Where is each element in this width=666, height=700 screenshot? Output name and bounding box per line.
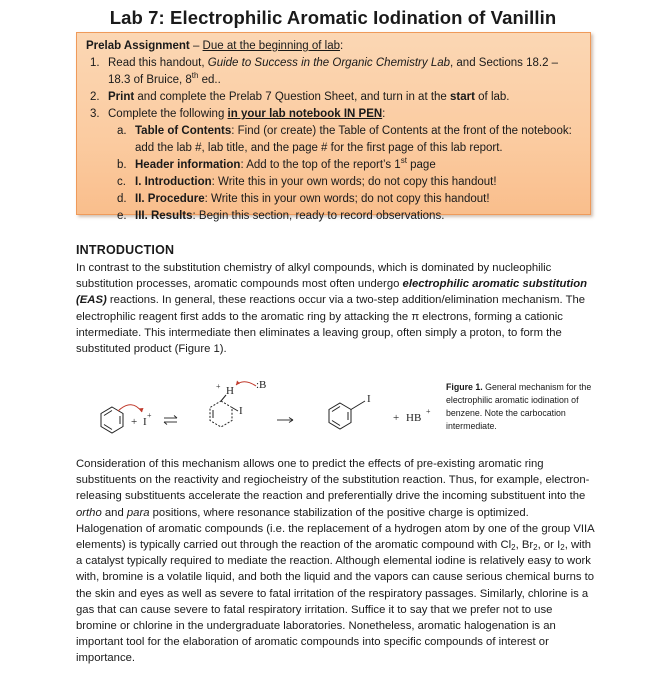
plus-sign: + [131, 416, 138, 428]
subitem-bold: III. Results [135, 210, 193, 222]
para-term: para [126, 506, 150, 519]
iodine-product: I [367, 393, 371, 405]
plus-sign: + [393, 412, 400, 424]
prelab-item-3 [86, 106, 582, 123]
subitem-text: page [406, 159, 436, 171]
subitem-letter: c. [117, 176, 126, 188]
page-title: Lab 7: Electrophilic Aromatic Iodination of Vanillin [109, 7, 557, 28]
subitem-text: : Add to the top of the report’s 1 [240, 159, 401, 171]
caption-label: Figure 1. [446, 382, 483, 392]
base-label: :B [256, 379, 267, 391]
hb-charge: + [426, 407, 431, 416]
item-number: 2. [90, 91, 100, 103]
superscript: st [400, 156, 407, 165]
hydrogen-label: H [226, 385, 234, 397]
subscript: 2 [533, 543, 538, 553]
electron-arrow [118, 405, 142, 412]
item-text: , and Sections 18.2 – 18.3 of Bruice, 8 [108, 57, 559, 86]
iodobenzene-product [329, 401, 365, 429]
item-number: 1. [90, 57, 100, 69]
superscript: th [191, 71, 199, 80]
iodine-substituent: I [239, 405, 243, 417]
subitem-bold: II. Procedure [135, 193, 205, 205]
subitem-text: : Write this in your own words; do not copy this handout! [211, 176, 497, 188]
figure-caption [446, 381, 596, 433]
item-bold-underline: in your lab notebook IN PEN [227, 108, 383, 120]
prelab-subitem-b [86, 157, 582, 174]
prelab-heading-line: Prelab Assignment – Due at the beginning of lab: [86, 40, 344, 52]
item-number: 3. [90, 108, 100, 120]
subitem-letter: d. [117, 193, 127, 205]
subscript: 2 [560, 543, 565, 553]
paragraph-text: reactions. In general, these reactions occur via a two-step addition/elimination mechanism. The electrophilic reagent first adds to the aromatic ring by attacking the π electrons, forming a cationic intermediate. This intermediate then eliminates a leaving group, often simply a proton, to form the substituted product (Figure 1). [76, 294, 586, 356]
paragraph-text: , with a catalyst typically required to mediate the reaction. Although elemental iodine is relatively easy to work with, bromine is a volatile liquid, and both the liquid and the vapors can cause serious chemical burns to the skin and eyes as well as severe to fatal irritation of the respiratory passages. Similarly, chlorine is a gas that can cause severe to fatal respiratory irritation. Suffice it to say that we prefer not to use bromine or chlorine in the undergraduate laboratories. Nonetheless, aromatic halogenation is an important tool for the elaboration of aromatic compounds into specific compounds of interest or importance. [76, 539, 595, 665]
subitem-text: : Begin this section, ready to record observations. [192, 210, 445, 222]
subitem-bold: Header information [135, 159, 241, 171]
prelab-heading: Prelab Assignment [86, 40, 190, 52]
prelab-due: Due at the beginning of lab [202, 40, 341, 52]
forward-arrow [277, 418, 293, 423]
iodine-electrophile: I [143, 416, 147, 428]
prelab-subitem-e [86, 208, 582, 225]
equilibrium-arrow [164, 416, 177, 425]
paragraph-text: and [101, 506, 127, 519]
item-bold: start [450, 91, 475, 103]
item-text: Complete the following [108, 108, 228, 120]
item-text: : [382, 108, 386, 120]
benzene-reactant [101, 407, 123, 433]
prelab-subitem-d [86, 191, 582, 208]
eas-term: electrophilic aromatic substitution (EAS) [76, 278, 588, 307]
item-text: Read this handout, [108, 57, 208, 69]
subitem-letter: e. [117, 210, 127, 222]
subitem-text: : Find (or create) the Table of Contents at the front of the notebook: add the lab #, lab title, and the page # for the first page of this lab report. [135, 125, 572, 154]
subscript: 2 [511, 543, 516, 553]
introduction-heading: INTRODUCTION [76, 243, 175, 257]
subitem-letter: b. [117, 159, 127, 171]
item-text: ed.. [198, 74, 221, 86]
item-text: of lab. [474, 91, 510, 103]
intro-paragraph-1 [76, 260, 596, 357]
subitem-bold: I. Introduction [135, 176, 212, 188]
subitem-letter: a. [117, 125, 127, 137]
hb-product: HB [406, 412, 422, 424]
prelab-box [76, 32, 591, 222]
paragraph-text: , or I [537, 539, 561, 552]
item-text: and complete the Prelab 7 Question Sheet, and turn in at the [134, 91, 451, 103]
cation-plus: + [216, 382, 221, 391]
caption-text: General mechanism for the electrophilic aromatic iodination of benzene. Note the carbocation intermediate. [446, 382, 592, 431]
prelab-item-2 [86, 89, 582, 106]
prelab-item-1 [86, 55, 582, 89]
prelab-subitem-c [86, 174, 582, 191]
intro-paragraph-2 [76, 456, 596, 667]
prelab-subitem-a [86, 123, 582, 157]
book-title: Guide to Success in the Organic Chemistry Lab [207, 57, 451, 69]
prelab-heading-sep: – [189, 40, 203, 52]
item-bold: Print [108, 91, 135, 103]
paragraph-text: positions, where resonance stabilization of the positive charge is optimized. Halogenation of aromatic compounds (i.e. the replacement of a hydrogen atom by one of the group VIIA elements) is typically carried out through the reaction of the aromatic compound with Cl [76, 506, 595, 552]
ortho-term: ortho [76, 506, 102, 519]
paragraph-text: , Br [515, 539, 534, 552]
paragraph-text: Consideration of this mechanism allows one to predict the effects of pre-existing aromatic ring substituents on the reactivity and regiocheistry of the substitution reaction. Thus, for example, electron-releasing substituents accelerate the reaction and preferentially drive the incoming substituent into the [76, 458, 590, 503]
subitem-bold: Table of Contents [135, 125, 232, 137]
iodine-charge: + [147, 411, 152, 420]
paragraph-text: In contrast to the substitution chemistry of alkyl compounds, which is dominated by nucleophilic substitution processes, aromatic compounds most often undergo [76, 262, 552, 291]
subitem-text: : Write this in your own words; do not copy this handout! [204, 193, 490, 205]
sigma-complex [210, 395, 238, 427]
